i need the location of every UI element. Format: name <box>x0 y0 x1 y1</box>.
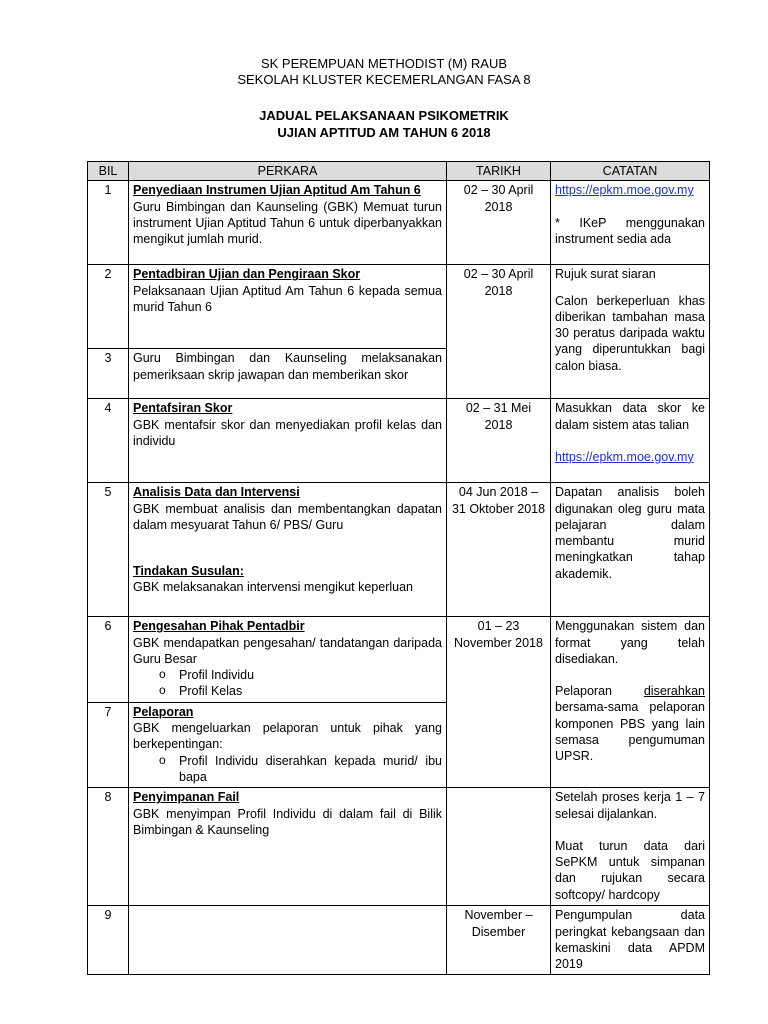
row-3-body: Guru Bimbingan dan Kaunseling melaksanakan pemeriksaan skrip jawapan dan memberikan skor <box>133 351 442 382</box>
row-4-perkara <box>129 399 447 483</box>
row-5-body-2: GBK melaksanakan intervensi mengikut keperluan <box>133 580 414 595</box>
row-1-note: * IKeP menggunakan instrument sedia ada <box>555 215 705 246</box>
row-8-date <box>447 788 551 906</box>
row-6-note-2: Pelaporan diserahkan bersama-sama pelaporan komponen PBS yang lain semasa pengumuman UPSR. <box>555 684 705 764</box>
school-cluster: SEKOLAH KLUSTER KECEMERLANGAN FASA 8 <box>237 72 531 87</box>
col-perkara: PERKARA <box>129 162 447 181</box>
list-item: o Profil Individu diserahkan kepada murid/ ibu bapa <box>179 753 442 786</box>
row-5-title-2: Tindakan Susulan: <box>133 564 244 579</box>
epkm-link[interactable]: https://epkm.moe.gov.my <box>555 183 694 198</box>
row-1-title: Penyediaan Instrumen Ujian Aptitud Am Tahun 6 <box>133 183 421 198</box>
row-6-date: 01 – 23 November 2018 <box>447 617 551 788</box>
doc-title-2: UJIAN APTITUD AM TAHUN 6 2018 <box>277 125 491 140</box>
row-8-perkara <box>129 788 447 906</box>
row-6-perkara <box>129 617 447 702</box>
table-row <box>88 483 710 617</box>
row-4-title: Pentafsiran Skor <box>133 401 233 416</box>
table-row <box>88 399 710 483</box>
row-2-date: 02 – 30 April 2018 <box>447 265 551 399</box>
table-row <box>88 265 710 349</box>
table-header-row <box>88 162 710 181</box>
row-8-notes <box>551 788 710 906</box>
col-catatan: CATATAN <box>551 162 710 181</box>
row-9-bil: 9 <box>88 906 129 975</box>
row-1-notes <box>551 181 710 265</box>
row-4-notes <box>551 399 710 483</box>
row-2-perkara <box>129 265 447 349</box>
row-9-perkara <box>129 906 447 975</box>
row-4-date: 02 – 31 Mei 2018 <box>447 399 551 483</box>
row-7-perkara <box>129 702 447 787</box>
row-6-title: Pengesahan Pihak Pentadbir <box>133 619 305 634</box>
row-2-notes <box>551 265 710 399</box>
row-4-bil: 4 <box>88 399 129 483</box>
row-1-bil: 1 <box>88 181 129 265</box>
row-2-note-2: Calon berkeperluan khas diberikan tambahan masa 30 peratus daripada waktu yang diperuntukkan bagi calon biasa. <box>555 293 705 373</box>
row-8-title: Penyimpanan Fail <box>133 790 240 805</box>
row-6-body: GBK mendapatkan pengesahan/ tandatangan daripada Guru Besar <box>133 635 442 666</box>
row-6-list <box>133 667 442 700</box>
row-6-bil: 6 <box>88 617 129 702</box>
schedule-table <box>87 161 710 975</box>
row-5-bil: 5 <box>88 483 129 617</box>
table-row <box>88 181 710 265</box>
row-5-perkara <box>129 483 447 617</box>
row-8-note-2: Muat turun data dari SePKM untuk simpanan dan rujukan secara softcopy/ hardcopy <box>555 838 705 902</box>
table-row <box>88 906 710 975</box>
row-5-body: GBK membuat analisis dan membentangkan dapatan dalam mesyuarat Tahun 6/ PBS/ Guru <box>133 501 442 532</box>
row-5-title: Analisis Data dan Intervensi <box>133 485 300 500</box>
row-8-bil: 8 <box>88 788 129 906</box>
row-1-perkara <box>129 181 447 265</box>
row-7-title: Pelaporan <box>133 704 194 719</box>
row-5-note: Dapatan analisis boleh digunakan oleg guru mata pelajaran dalam membantu murid meningkatkan tahap akademik. <box>555 485 705 581</box>
table-row <box>88 617 710 702</box>
row-9-notes <box>551 906 710 975</box>
row-2-title: Pentadbiran Ujian dan Pengiraan Skor <box>133 267 361 282</box>
row-6-notes <box>551 617 710 788</box>
list-item: o Profil Individu <box>179 667 442 683</box>
row-7-bil: 7 <box>88 702 129 787</box>
row-3-perkara <box>129 349 447 399</box>
row-1-body: Guru Bimbingan dan Kaunseling (GBK) Memuat turun instrument Ujian Aptitud Tahun 6 untuk diperbanyakkan mengikut jumlah murid. <box>133 199 442 247</box>
row-5-date: 04 Jun 2018 – 31 Oktober 2018 <box>447 483 551 617</box>
row-4-body: GBK mentafsir skor dan menyediakan profil kelas dan individu <box>133 417 442 448</box>
row-6-note-1: Menggunakan sistem dan format yang telah disediakan. <box>555 619 705 666</box>
row-5-notes <box>551 483 710 617</box>
row-7-list <box>133 753 442 786</box>
row-3-bil: 3 <box>88 349 129 399</box>
school-name: SK PEREMPUAN METHODIST (M) RAUB <box>260 56 508 71</box>
row-2-note-1: Rujuk surat siaran <box>555 267 656 282</box>
row-9-date: November – Disember <box>447 906 551 975</box>
row-7-body: GBK mengeluarkan pelaporan untuk pihak yang berkepentingan: <box>133 721 442 752</box>
list-item: o Profil Kelas <box>179 683 442 699</box>
row-8-body: GBK menyimpan Profil Individu di dalam fail di Bilik Bimbingan & Kaunseling <box>133 806 442 837</box>
table-row <box>88 788 710 906</box>
row-1-date: 02 – 30 April 2018 <box>447 181 551 265</box>
row-2-bil: 2 <box>88 265 129 349</box>
col-bil: BIL <box>88 162 129 181</box>
row-8-note-1: Setelah proses kerja 1 – 7 selesai dijalankan. <box>555 790 705 821</box>
row-4-note: Masukkan data skor ke dalam sistem atas talian <box>555 401 705 432</box>
epkm-link-2[interactable]: https://epkm.moe.gov.my <box>555 449 694 464</box>
col-tarikh: TARIKH <box>447 162 551 181</box>
row-9-note: Pengumpulan data peringkat kebangsaan dan kemaskini data APDM 2019 <box>555 908 705 972</box>
doc-title-1: JADUAL PELAKSANAAN PSIKOMETRIK <box>259 108 509 123</box>
row-2-body: Pelaksanaan Ujian Aptitud Am Tahun 6 kepada semua murid Tahun 6 <box>133 283 442 314</box>
